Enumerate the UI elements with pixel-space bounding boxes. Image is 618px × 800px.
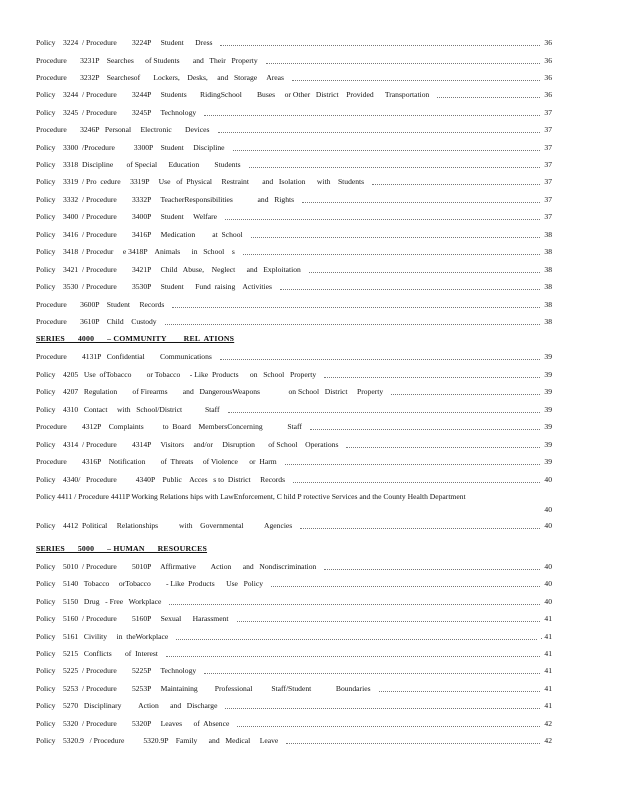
- dot-leader: [285, 464, 541, 465]
- entry-title: Policy 5215 Conflicts of Interest: [36, 649, 158, 658]
- dot-leader: [220, 359, 541, 360]
- toc-entry[interactable]: [36, 520, 552, 532]
- dot-leader: [286, 743, 540, 744]
- entry-page-number: 42: [544, 736, 552, 745]
- dot-leader: [233, 150, 541, 151]
- entry-title: Policy 5140 Tobacco orTobacco - Like Products Use Policy: [36, 579, 263, 588]
- toc-entry[interactable]: [36, 89, 552, 101]
- entry-page-number: 40: [544, 475, 552, 484]
- dot-leader: [204, 673, 540, 674]
- toc-entry[interactable]: [36, 491, 552, 514]
- entry-page-number: 40: [544, 562, 552, 571]
- entry-page-number: 38: [544, 230, 552, 239]
- toc-entry[interactable]: [36, 631, 552, 643]
- entry-title: Policy 4412 Political Relationships with Governmental Agencies: [36, 521, 293, 530]
- entry-title: Policy 5160 / Procedure 5160P Sexual Harassment: [36, 614, 229, 623]
- dot-leader: [324, 377, 540, 378]
- entry-title: Policy 5320 / Procedure 5320P Leaves of Absence: [36, 719, 230, 728]
- entry-title: Policy 3332 / Procedure 3332P TeacherResponsibilities and Rights: [36, 195, 295, 204]
- entry-page-number: 36: [544, 38, 552, 47]
- entry-page-number: 41: [544, 666, 552, 675]
- toc-entry[interactable]: [36, 369, 552, 381]
- entry-page-number: 38: [544, 265, 552, 274]
- dot-leader: [204, 115, 540, 116]
- entry-page-number: 40: [544, 597, 552, 606]
- dot-leader: [228, 412, 541, 413]
- toc-entry[interactable]: [36, 316, 552, 328]
- toc-entry[interactable]: [36, 37, 552, 49]
- entry-page-number: 37: [544, 177, 552, 186]
- entry-title: Policy 4314 / Procedure 4314P Visitors and/or Disruption of School Operations: [36, 440, 339, 449]
- entry-page-number: 40: [544, 579, 552, 588]
- dot-leader: [280, 289, 540, 290]
- toc-entry[interactable]: [36, 142, 552, 154]
- entry-title: Procedure 3232P Searchesof Lockers, Desks, and Storage Areas: [36, 73, 284, 82]
- entry-title: Procedure 3600P Student Records: [36, 300, 165, 309]
- entry-title: Procedure 3610P Child Custody: [36, 317, 157, 326]
- toc-entry[interactable]: [36, 264, 552, 276]
- toc-entry[interactable]: [36, 596, 552, 608]
- entry-page-number: 37: [544, 125, 552, 134]
- toc-entry[interactable]: [36, 718, 552, 730]
- dot-leader: [218, 132, 541, 133]
- entry-title: Policy 5225 / Procedure 5225P Technology: [36, 666, 197, 675]
- entry-page-number: 37: [544, 160, 552, 169]
- toc-entry[interactable]: [36, 176, 552, 188]
- entry-page-number: 38: [544, 300, 552, 309]
- series-heading: SERIES 4000 – COMMUNITY REL ATIONS: [36, 334, 235, 343]
- entry-title: Policy 5150 Drug - Free Workplace: [36, 597, 162, 606]
- dot-leader: [251, 237, 541, 238]
- entry-title: Policy 5320.9 / Procedure 5320.9P Family and Medical Leave: [36, 736, 279, 745]
- dot-leader: [237, 726, 540, 727]
- dot-leader: [176, 639, 536, 640]
- dot-leader: [379, 691, 541, 692]
- dot-leader: [437, 97, 540, 98]
- entry-title: Policy 5270 Disciplinary Action and Discharge: [36, 701, 218, 710]
- dot-leader: [165, 324, 541, 325]
- dot-leader: [293, 482, 540, 483]
- toc-entry[interactable]: [36, 55, 552, 67]
- entry-title: Policy 3416 / Procedure 3416P Medication at School: [36, 230, 243, 239]
- series-heading: SERIES 5000 – HUMAN RESOURCES: [36, 544, 208, 553]
- toc-entry[interactable]: [36, 246, 552, 258]
- toc-entry[interactable]: [36, 421, 552, 433]
- entry-title: Procedure 3231P Searches of Students and Their Property: [36, 56, 258, 65]
- dot-leader: [271, 586, 540, 587]
- dot-leader: [237, 621, 541, 622]
- toc-entry[interactable]: [36, 404, 552, 416]
- entry-title: Procedure 4131P Confidential Communications: [36, 352, 212, 361]
- dot-leader: [292, 80, 540, 81]
- entry-title: Procedure 3246P Personal Electronic Devices: [36, 125, 210, 134]
- entry-page-number: 41: [544, 614, 552, 623]
- toc-entry[interactable]: [36, 386, 552, 398]
- entry-title: Policy 4205 Use ofTobacco or Tobacco - Like Products on School Property: [36, 370, 317, 379]
- toc-entry[interactable]: [36, 281, 552, 293]
- dot-leader: [302, 202, 540, 203]
- entry-title: Policy 4411 / Procedure 4411P Working Relations hips with LawEnforcement, C hild P rotective Services and the County Health Department: [36, 492, 466, 501]
- entry-page-number: 36: [544, 73, 552, 82]
- entry-page-number: 36: [544, 90, 552, 99]
- entry-page-number: 37: [544, 212, 552, 221]
- entry-page-number: 39: [544, 387, 552, 396]
- dot-leader: [324, 569, 540, 570]
- toc-entry[interactable]: [36, 456, 552, 468]
- entry-page-number: 40: [544, 521, 552, 530]
- entry-title: Policy 3400 / Procedure 3400P Student Welfare: [36, 212, 217, 221]
- dot-leader: [220, 45, 540, 46]
- entry-page-number: 39: [544, 405, 552, 414]
- entry-title: Procedure 4312P Complaints to Board MembersConcerning Staff: [36, 422, 302, 431]
- dot-leader: [225, 708, 540, 709]
- dot-leader: [309, 272, 541, 273]
- entry-title: Policy 4207 Regulation of Firearms and DangerousWeapons on School District Property: [36, 387, 384, 396]
- toc-entry[interactable]: [36, 561, 552, 573]
- entry-title: Policy 4340/ Procedure 4340P Public Acces s to District Records: [36, 475, 286, 484]
- toc-entry[interactable]: [36, 683, 552, 695]
- entry-page-number: 37: [544, 143, 552, 152]
- toc-entry[interactable]: [36, 648, 552, 660]
- entry-page-number: 39: [544, 457, 552, 466]
- toc-entry[interactable]: [36, 124, 552, 136]
- toc-entry[interactable]: [36, 194, 552, 206]
- entry-page-number: 37: [544, 108, 552, 117]
- entry-page-number: 39: [544, 440, 552, 449]
- entry-page-number: 39: [544, 370, 552, 379]
- entry-title: Policy 5161 Civility in theWorkplace: [36, 632, 169, 641]
- entry-title: Policy 3418 / Procedur e 3418P Animals in School s: [36, 247, 235, 256]
- entry-title: Policy 3245 / Procedure 3245P Technology: [36, 108, 197, 117]
- entry-page-number: 39: [544, 352, 552, 361]
- entry-page-number: . 41: [540, 632, 552, 641]
- entry-page-number: 39: [544, 422, 552, 431]
- toc-entry[interactable]: [36, 229, 552, 241]
- toc-entry[interactable]: [36, 665, 552, 677]
- dot-leader: [243, 254, 541, 255]
- entry-page-number: 38: [544, 282, 552, 291]
- entry-page-number: 41: [544, 684, 552, 693]
- toc-entry[interactable]: [36, 351, 552, 363]
- entry-page-number: 40: [544, 505, 552, 514]
- dot-leader: [391, 394, 540, 395]
- entry-page-number: 38: [544, 247, 552, 256]
- dot-leader: [249, 167, 541, 168]
- toc-entry[interactable]: [36, 211, 552, 223]
- entry-title: Policy 5010 / Procedure 5010P Affirmative Action and Nondiscrimination: [36, 562, 317, 571]
- toc-entry[interactable]: [36, 439, 552, 451]
- toc-entry[interactable]: [36, 159, 552, 171]
- toc-entry[interactable]: [36, 700, 552, 712]
- toc-entry[interactable]: [36, 72, 552, 84]
- entry-title: Policy 3300 /Procedure 3300P Student Discipline: [36, 143, 225, 152]
- entry-title: Policy 3318 Discipline of Special Education Students: [36, 160, 241, 169]
- entry-title: Policy 5253 / Procedure 5253P Maintaining Professional Staff/Student Boundaries: [36, 684, 371, 693]
- toc-entry[interactable]: [36, 613, 552, 625]
- entry-title: Policy 3530 / Procedure 3530P Student Fund raising Activities: [36, 282, 272, 291]
- entry-title: Policy 4310 Contact with School/District Staff: [36, 405, 220, 414]
- entry-page-number: 37: [544, 195, 552, 204]
- dot-leader: [172, 307, 540, 308]
- entry-page-number: 41: [544, 649, 552, 658]
- entry-page-number: 41: [544, 701, 552, 710]
- dot-leader: [166, 656, 540, 657]
- toc-entry[interactable]: [36, 107, 552, 119]
- entry-page-number: 42: [544, 719, 552, 728]
- entry-title: Policy 3421 / Procedure 3421P Child Abuse, Neglect and Exploitation: [36, 265, 301, 274]
- entry-title: Policy 3319 / Pro cedure 3319P Use of Physical Restraint and Isolation with Students: [36, 177, 365, 186]
- dot-leader: [310, 429, 540, 430]
- entry-title: Policy 3244 / Procedure 3244P Students RidingSchool Buses or Other District Provided Transportation: [36, 90, 430, 99]
- entry-title: Procedure 4316P Notification of Threats of Violence or Harm: [36, 457, 277, 466]
- dot-leader: [169, 604, 540, 605]
- entry-page-number: 36: [544, 56, 552, 65]
- dot-leader: [372, 184, 540, 185]
- toc-entry[interactable]: [36, 299, 552, 311]
- dot-leader: [300, 528, 540, 529]
- dot-leader: [346, 447, 540, 448]
- toc-entry[interactable]: [36, 578, 552, 590]
- toc-entry[interactable]: [36, 735, 552, 747]
- dot-leader: [225, 219, 540, 220]
- toc-entry[interactable]: [36, 474, 552, 486]
- entry-title: Policy 3224 / Procedure 3224P Student Dress: [36, 38, 213, 47]
- dot-leader: [266, 63, 541, 64]
- entry-page-number: 38: [544, 317, 552, 326]
